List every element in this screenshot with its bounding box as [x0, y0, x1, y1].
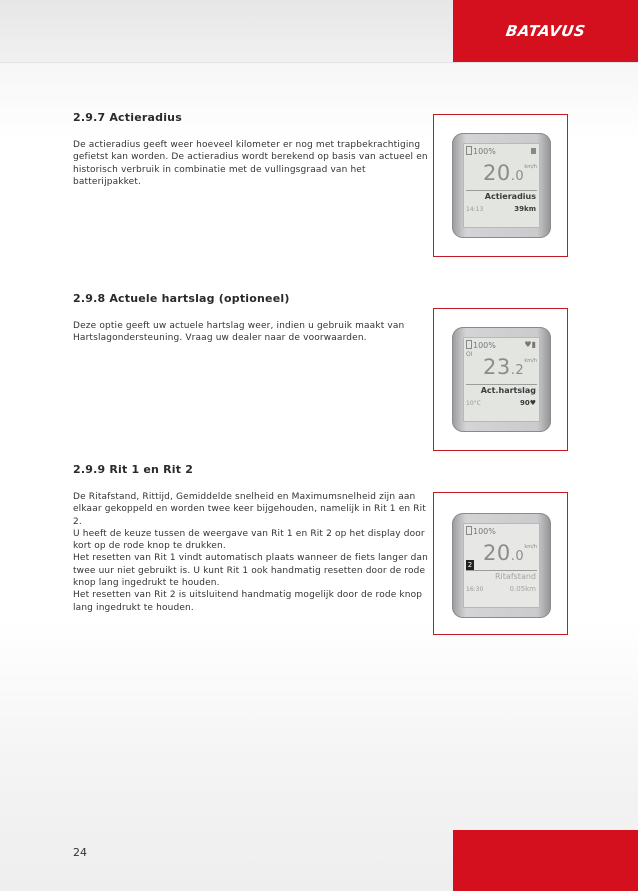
section-hartslag — [73, 292, 428, 345]
display-device — [452, 327, 551, 432]
display-screen — [463, 523, 540, 608]
section-rit — [73, 463, 428, 614]
section-body-line: Het resetten van Rit 2 is uitsluitend handmatig mogelijk door de rode knop lang ingedrukt te houden. — [73, 590, 423, 613]
display-image-actieradius — [433, 114, 568, 257]
mode-label: Act.hartslag — [480, 386, 536, 395]
display-device — [452, 513, 551, 618]
mode-label: Ritafstand — [495, 572, 536, 581]
section-body: De actieradius geeft weer hoeveel kilometer er nog met trapbekrachtiging gefietst kan worden. De actieradius wordt berekend op basis van actueel en historisch verbruik in combinatie met de vullingsgraad van het batterijpakket. — [73, 140, 428, 187]
brand-logo — [453, 0, 638, 62]
display-device — [452, 133, 551, 238]
divider — [466, 384, 537, 385]
mode-label: Actieradius — [484, 192, 536, 201]
battery-indicator: 100% — [466, 146, 496, 156]
section-actieradius — [73, 111, 428, 188]
divider — [466, 570, 537, 571]
section-body: Deze optie geeft uw actuele hartslag weer, indien u gebruik maakt van Hartslagondersteuning. Vraag uw dealer naar de voorwaarden. — [73, 321, 405, 344]
section-heading: 2.9.7 Actieradius — [73, 111, 182, 124]
section-heading: 2.9.9 Rit 1 en Rit 2 — [73, 463, 194, 476]
section-body-line: U heeft de keuze tussen de weergave van Rit 1 en Rit 2 op het display door kort op de rode knop te drukken. — [73, 528, 425, 552]
section-heading: 2.9.8 Actuele hartslag (optioneel) — [73, 292, 290, 305]
battery-indicator: 100% — [466, 340, 496, 350]
page-number: 24 — [73, 846, 87, 859]
section-body-line: De Ritafstand, Rittijd, Gemiddelde snelheid en Maximumsnelheid zijn aan elkaar gekoppeld en worden twee keer bijgehouden, namelijk in Rit 1 en Rit 2. — [73, 492, 426, 527]
battery-icon — [466, 526, 472, 535]
speed-unit: km/h — [524, 544, 537, 550]
speed-readout: 20.0 — [483, 161, 525, 185]
assist-indicator: OI — [466, 351, 473, 358]
brand-name: BATAVUS — [504, 22, 587, 40]
display-screen — [463, 337, 540, 422]
temperature: 10°C — [466, 400, 481, 407]
clock: 14:13 — [466, 206, 484, 213]
speed-readout: 20.0 — [483, 541, 525, 565]
page-header — [0, 0, 638, 63]
speed-unit: km/h — [524, 164, 537, 170]
battery-indicator: 100% — [466, 526, 496, 536]
mode-value: 90♥ — [519, 399, 536, 407]
rit-badge: 2 — [467, 561, 473, 569]
mode-value: 39km — [514, 205, 536, 213]
speed-unit: km/h — [524, 358, 537, 364]
section-body-line: Het resetten van Rit 1 vindt automatisch plaats wanneer de fiets langer dan twee uur niet gebruikt is. U kunt Rit 1 ook handmatig resetten door de rode knop lang ingedrukt te houden. — [73, 553, 429, 589]
battery-icon — [466, 146, 472, 155]
footer-accent — [453, 830, 638, 891]
battery-icon — [466, 340, 472, 349]
display-image-rit — [433, 492, 568, 635]
display-image-hartslag — [433, 308, 568, 451]
mode-value: 0.05km — [509, 585, 536, 593]
speed-readout: 23.2 — [483, 355, 525, 379]
heart-icon: ♥▮ — [524, 340, 536, 349]
clock: 16:30 — [466, 586, 484, 593]
display-screen — [463, 143, 540, 228]
square-icon — [531, 146, 536, 155]
divider — [466, 190, 537, 191]
